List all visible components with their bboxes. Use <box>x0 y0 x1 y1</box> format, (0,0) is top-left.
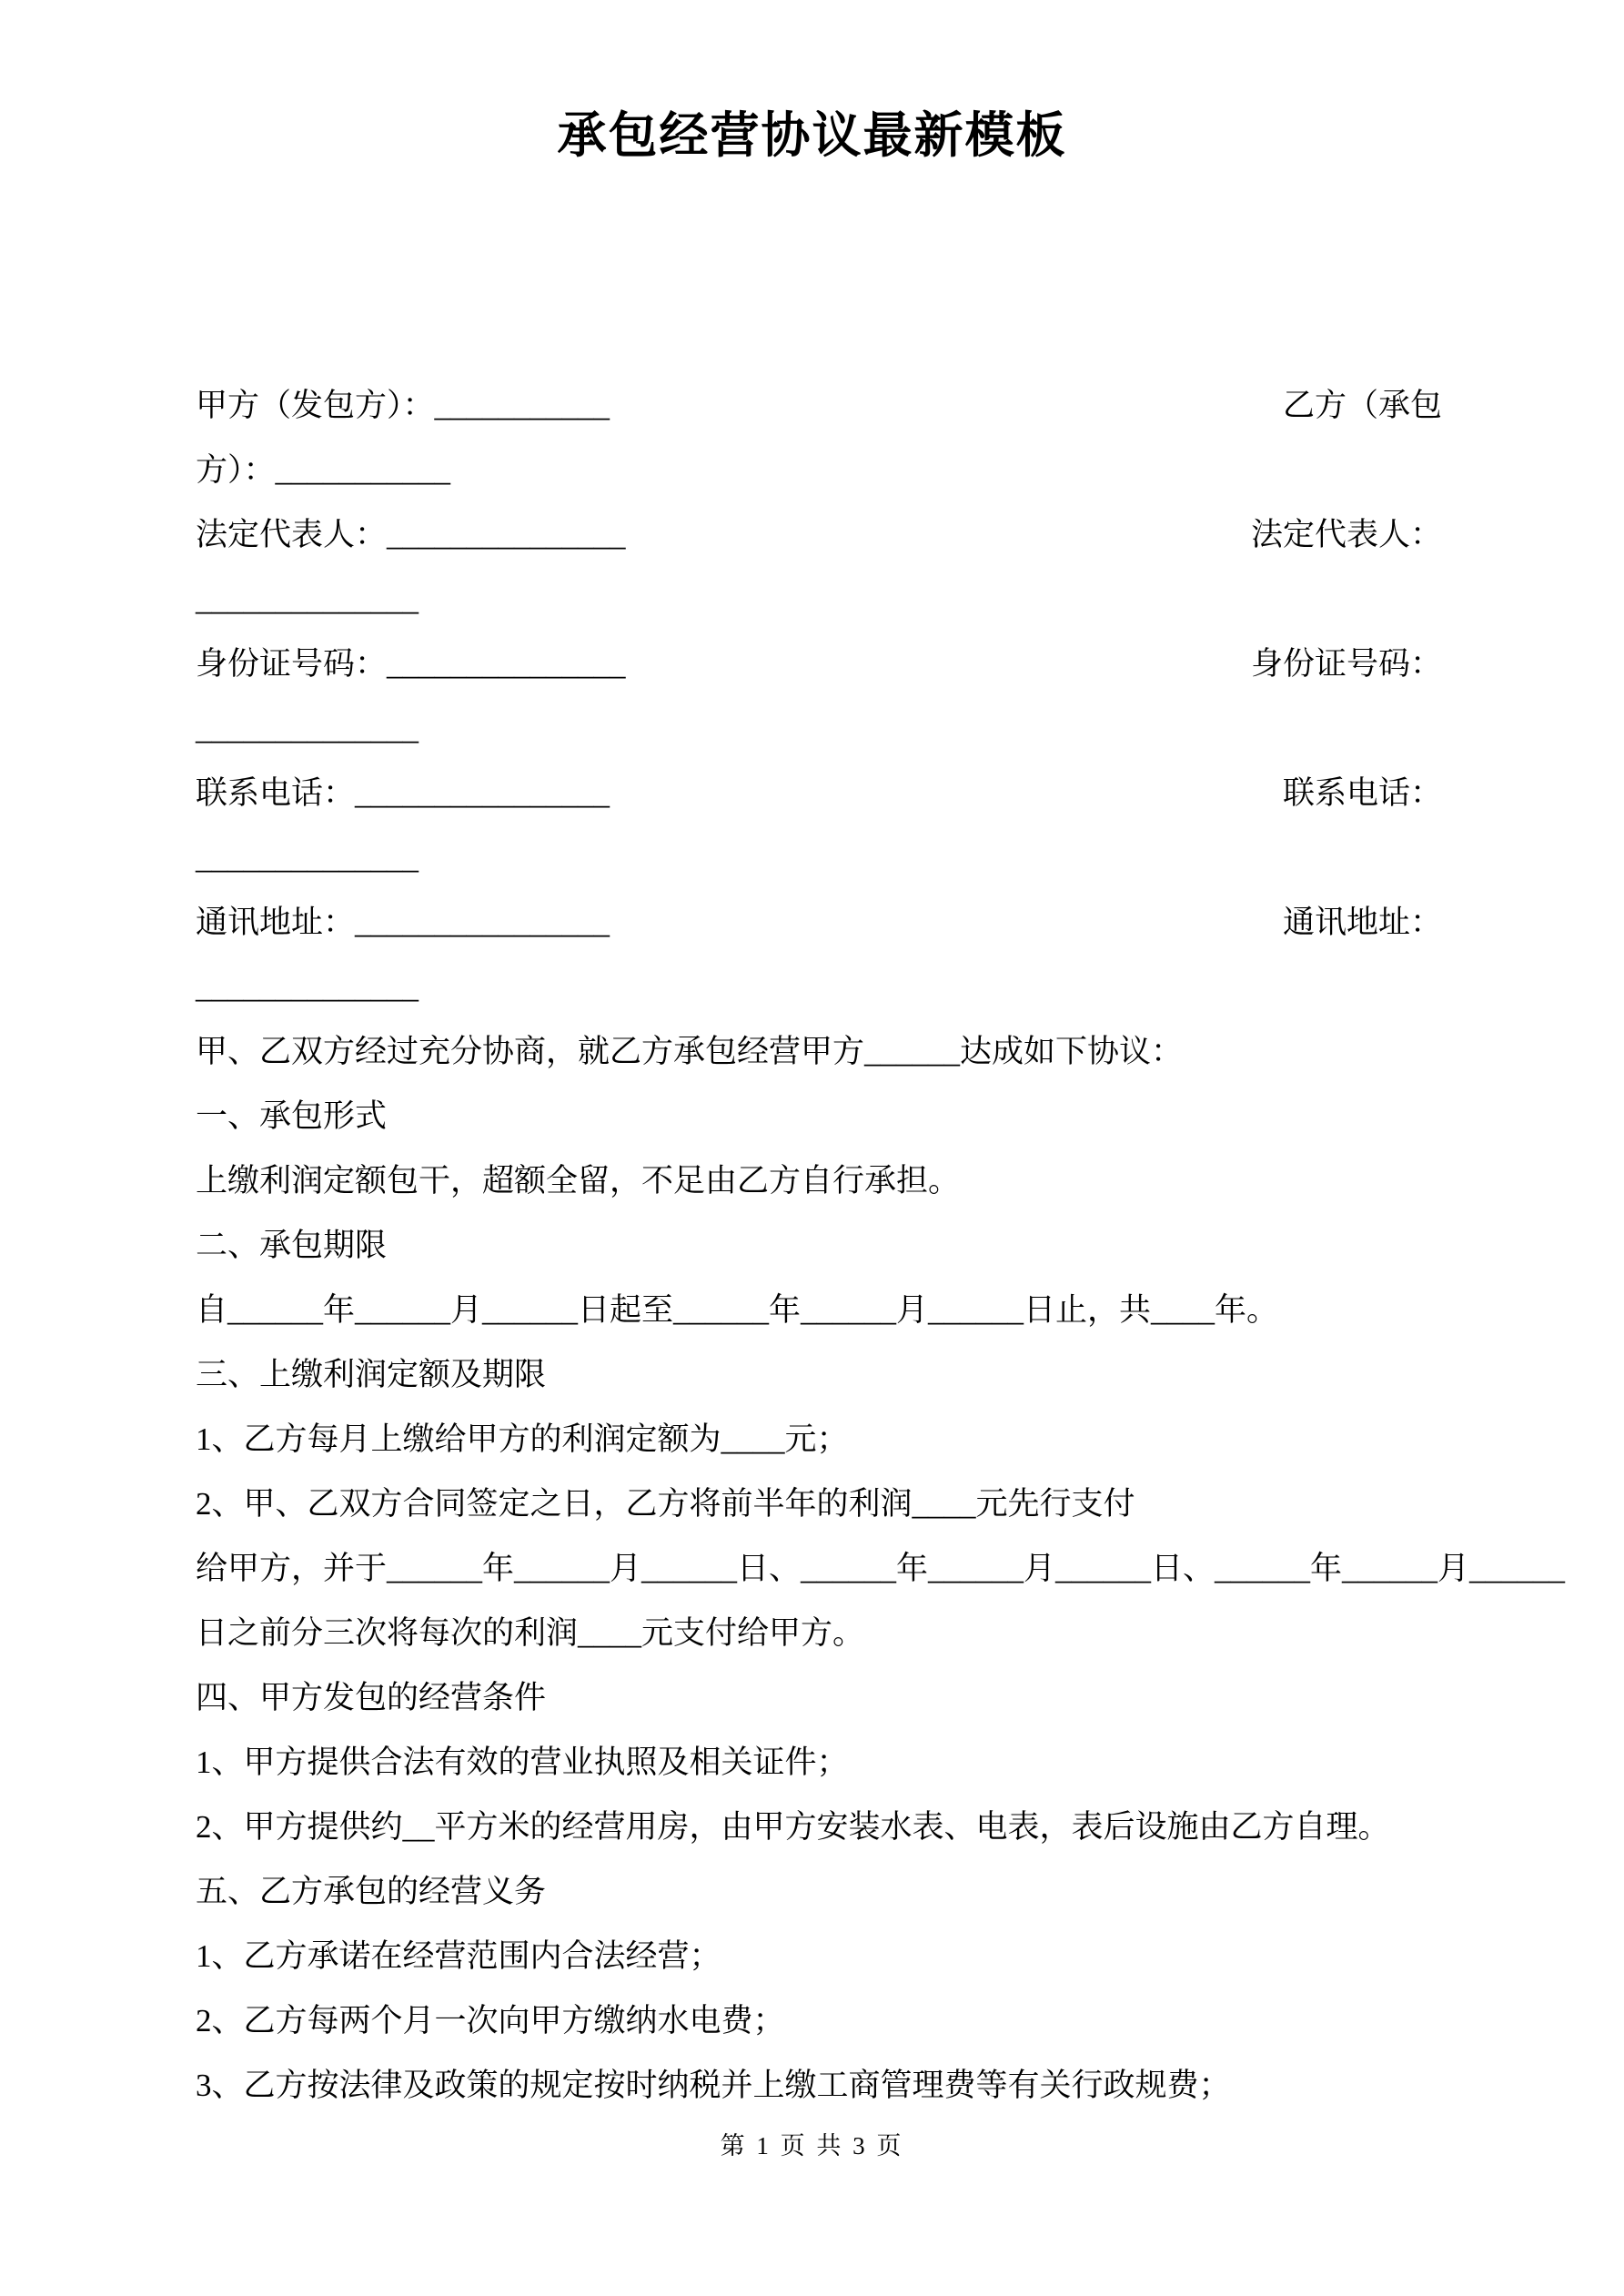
address-label-b: 通讯地址： <box>1282 904 1442 940</box>
blank-underline: ______________ <box>196 839 419 875</box>
clause-profit-quota-2-cont-1: 给甲方，并于______年______月______日、______年______月______日、______年______月______ <box>196 1550 1566 1586</box>
party-row-blank-line <box>196 567 1442 632</box>
document-content <box>196 373 1566 2118</box>
section-heading-5: 五、乙方承包的经营义务 <box>196 1873 547 1909</box>
party-a-label-with-blank: 甲方（发包方）：___________ <box>196 387 610 423</box>
party-b-label-continued: 方）：___________ <box>196 451 451 488</box>
address-label-a: 通讯地址：________________ <box>196 904 610 940</box>
section-heading-3: 三、上缴利润定额及期限 <box>196 1356 547 1392</box>
party-row-blank-line <box>196 955 1442 1019</box>
party-row-id-number <box>196 632 1442 696</box>
party-row-blank-line <box>196 696 1442 761</box>
party-row-phone <box>196 761 1442 825</box>
clause-contract-term: 自______年______月______日起至______年______月______日止，共____年。 <box>196 1291 1279 1328</box>
section-heading-2: 二、承包期限 <box>196 1227 388 1263</box>
phone-label-b: 联系电话： <box>1282 774 1442 811</box>
blank-underline: ______________ <box>196 581 419 617</box>
party-row-yifang-wrap <box>196 438 1442 502</box>
clause-contract-form: 上缴利润定额包干，超额全留，不足由乙方自行承担。 <box>196 1162 961 1199</box>
section-heading-4: 四、甲方发包的经营条件 <box>196 1679 547 1715</box>
document-title: 承包经营协议最新模板 <box>557 108 1067 163</box>
page-number-indicator: 第 1 页 共 3 页 <box>720 2132 904 2159</box>
blank-underline: ______________ <box>196 968 419 1005</box>
legal-representative-label-b: 法定代表人： <box>1250 516 1442 552</box>
clause-profit-quota-1: 1、乙方每月上缴给甲方的利润定额为____元； <box>196 1421 849 1457</box>
clause-obligations-2: 2、乙方每两个月一次向甲方缴纳水电费； <box>196 2002 785 2038</box>
clause-conditions-2: 2、甲方提供约__平方米的经营用房，由甲方安装水表、电表，表后设施由乙方自理。 <box>196 1808 1390 1845</box>
clause-obligations-1: 1、乙方承诺在经营范围内合法经营； <box>196 1937 721 1974</box>
section-heading-1: 一、承包形式 <box>196 1097 388 1134</box>
clause-profit-quota-2: 2、甲、乙双方合同签定之日，乙方将前半年的利润____元先行支付 <box>196 1485 1135 1522</box>
id-number-label-b: 身份证号码： <box>1250 645 1442 682</box>
party-row-legal-representative <box>196 502 1442 567</box>
id-number-label-a: 身份证号码：_______________ <box>196 645 626 682</box>
legal-representative-label-a: 法定代表人：_______________ <box>196 516 626 552</box>
blank-underline: ______________ <box>196 710 419 746</box>
clause-preamble: 甲、乙双方经过充分协商，就乙方承包经营甲方______达成如下协议： <box>196 1033 1184 1069</box>
party-b-label: 乙方（承包 <box>1282 387 1442 423</box>
party-row-address <box>196 890 1442 955</box>
party-row-jiafang <box>196 373 1442 438</box>
party-row-blank-line <box>196 825 1442 890</box>
clause-obligations-3: 3、乙方按法律及政策的规定按时纳税并上缴工商管理费等有关行政规费； <box>196 2067 1231 2103</box>
page-footer <box>0 2126 1624 2161</box>
clause-conditions-1: 1、甲方提供合法有效的营业执照及相关证件； <box>196 1744 849 1780</box>
clause-profit-quota-2-cont-2: 日之前分三次将每次的利润____元支付给甲方。 <box>196 1614 865 1651</box>
phone-label-a: 联系电话：________________ <box>196 774 610 811</box>
